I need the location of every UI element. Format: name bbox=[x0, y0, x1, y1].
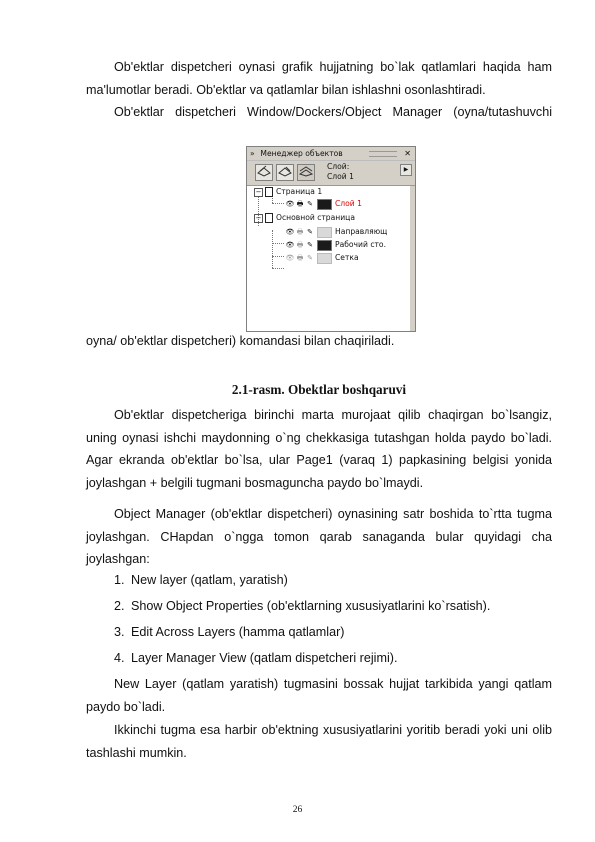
printer-icon[interactable]: 🖶 bbox=[296, 228, 304, 236]
printer-icon[interactable]: 🖶 bbox=[296, 241, 304, 249]
close-icon[interactable]: ✕ bbox=[404, 149, 411, 158]
pencil-icon[interactable]: ✎ bbox=[307, 228, 313, 236]
printer-icon[interactable]: 🖶 bbox=[296, 254, 304, 262]
page-icon bbox=[265, 187, 273, 197]
desktop-label: Рабочий сто. bbox=[335, 240, 386, 249]
object-manager-window bbox=[246, 146, 416, 332]
new-layer-button[interactable] bbox=[255, 164, 273, 181]
list-number: 1. bbox=[114, 573, 125, 587]
paragraph-command-line2: oyna/ ob'ektlar dispetcheri) komandasi bilan chaqiriladi. bbox=[86, 334, 395, 348]
scrollbar[interactable] bbox=[410, 186, 415, 331]
grid-label: Сетка bbox=[335, 253, 359, 262]
tree-row-guides[interactable] bbox=[285, 226, 387, 238]
eye-icon[interactable]: 👁 bbox=[285, 254, 295, 262]
layer-color-swatch[interactable] bbox=[317, 227, 332, 238]
tree-row-layer1[interactable] bbox=[285, 198, 362, 210]
layer-color-swatch[interactable] bbox=[317, 253, 332, 264]
guides-label: Направляющ bbox=[335, 227, 388, 236]
tree-row-master-page[interactable] bbox=[254, 212, 355, 224]
tree-row-desktop[interactable] bbox=[285, 239, 386, 251]
paragraph-new-layer: New Layer (qatlam yaratish) tugmasini bossak hujjat tarkibida yangi qatlam paydo bo`ladi. bbox=[86, 677, 552, 714]
layer-manager-view-arrow-icon[interactable]: ▶ bbox=[400, 164, 412, 176]
list-item bbox=[114, 621, 344, 644]
collapse-icon[interactable]: − bbox=[255, 213, 262, 222]
grip-icon[interactable]: » bbox=[250, 149, 255, 158]
current-layer-label bbox=[327, 162, 354, 182]
list-item bbox=[114, 569, 288, 592]
printer-icon[interactable]: 🖶 bbox=[296, 200, 304, 208]
master-page-label: Основной страница bbox=[276, 213, 355, 222]
page-icon bbox=[265, 213, 273, 223]
layers-icon bbox=[299, 165, 313, 177]
paragraph-first-call: Ob'ektlar dispetcheriga birinchi marta murojaat qilib chaqirgan bo`lsangiz, uning oynasi ishchi maydonning o`ng chekkasiga tutashgan holda paydo bo`ladi. Agar ekranda ob'ektlar bo`lsa, ular Page1 (varaq 1) papkasining belgisi yonida joylashgan + belgili tugmani bosmaguncha paydo bo`lmaydi. bbox=[86, 408, 552, 490]
figure-caption: 2.1-rasm. Obektlar boshqaruvi bbox=[231, 382, 407, 397]
tree-row-grid[interactable] bbox=[285, 252, 359, 264]
list-number: 4. bbox=[114, 651, 125, 665]
tree-row-page1[interactable] bbox=[254, 186, 322, 198]
eye-icon[interactable]: 👁 bbox=[285, 228, 295, 236]
layer-color-swatch[interactable] bbox=[317, 240, 332, 251]
list-text: Show Object Properties (ob'ektlarning xususiyatlarini ko`rsatish). bbox=[131, 599, 491, 613]
properties-icon bbox=[278, 165, 292, 177]
show-properties-button[interactable] bbox=[276, 164, 294, 181]
list-number: 3. bbox=[114, 625, 125, 639]
pencil-icon[interactable]: ✎ bbox=[307, 200, 313, 208]
layer-caption: Слой: bbox=[327, 162, 350, 171]
edit-across-layers-button[interactable] bbox=[297, 164, 315, 181]
layer1-label: Слой 1 bbox=[335, 199, 362, 208]
new-layer-icon bbox=[257, 165, 271, 177]
collapse-icon[interactable]: − bbox=[255, 187, 262, 196]
page1-label: Страница 1 bbox=[276, 187, 323, 196]
pencil-icon[interactable]: ✎ bbox=[307, 254, 313, 262]
paragraph-intro: Ob'ektlar dispetcheri oynasi grafik hujjatning bo`lak qatlamlari haqida ham ma'lumotlar beradi. Ob'ektlar va qatlamlar bilan ishlashni osonlashtiradi. bbox=[86, 60, 552, 97]
paragraph-command-line1: Ob'ektlar dispetcheri Window/Dockers/Object Manager (oyna/tutashuvchi bbox=[114, 105, 552, 119]
titlebar-rule bbox=[369, 151, 397, 157]
object-tree bbox=[247, 186, 415, 331]
pencil-icon[interactable]: ✎ bbox=[307, 241, 313, 249]
list-number: 2. bbox=[114, 599, 125, 613]
list-text: Layer Manager View (qatlam dispetcheri rejimi). bbox=[131, 651, 398, 665]
paragraph-four-buttons: Object Manager (ob'ektlar dispetcheri) oynasining satr boshida to`rtta tugma joylashgan. CHapdan o`ngga tomon qarab sanaganda bular quyidagi cha joylashgan: bbox=[86, 507, 552, 566]
list-item bbox=[114, 647, 397, 670]
paragraph-second-button: Ikkinchi tugma esa harbir ob'ektning xususiyatlarini yoritib beradi yoki uni olib tashlashi mumkin. bbox=[86, 723, 552, 760]
list-text: New layer (qatlam, yaratish) bbox=[131, 573, 288, 587]
list-item bbox=[114, 595, 490, 618]
eye-icon[interactable]: 👁 bbox=[285, 200, 295, 208]
layer-color-swatch[interactable] bbox=[317, 199, 332, 210]
object-manager-titlebar bbox=[247, 147, 415, 161]
layer-name: Слой 1 bbox=[327, 172, 354, 181]
object-manager-toolbar bbox=[247, 161, 415, 186]
eye-icon[interactable]: 👁 bbox=[285, 241, 295, 249]
object-manager-title: Менеджер объектов bbox=[260, 149, 343, 158]
list-text: Edit Across Layers (hamma qatlamlar) bbox=[131, 625, 345, 639]
page-number: 26 bbox=[292, 805, 303, 815]
